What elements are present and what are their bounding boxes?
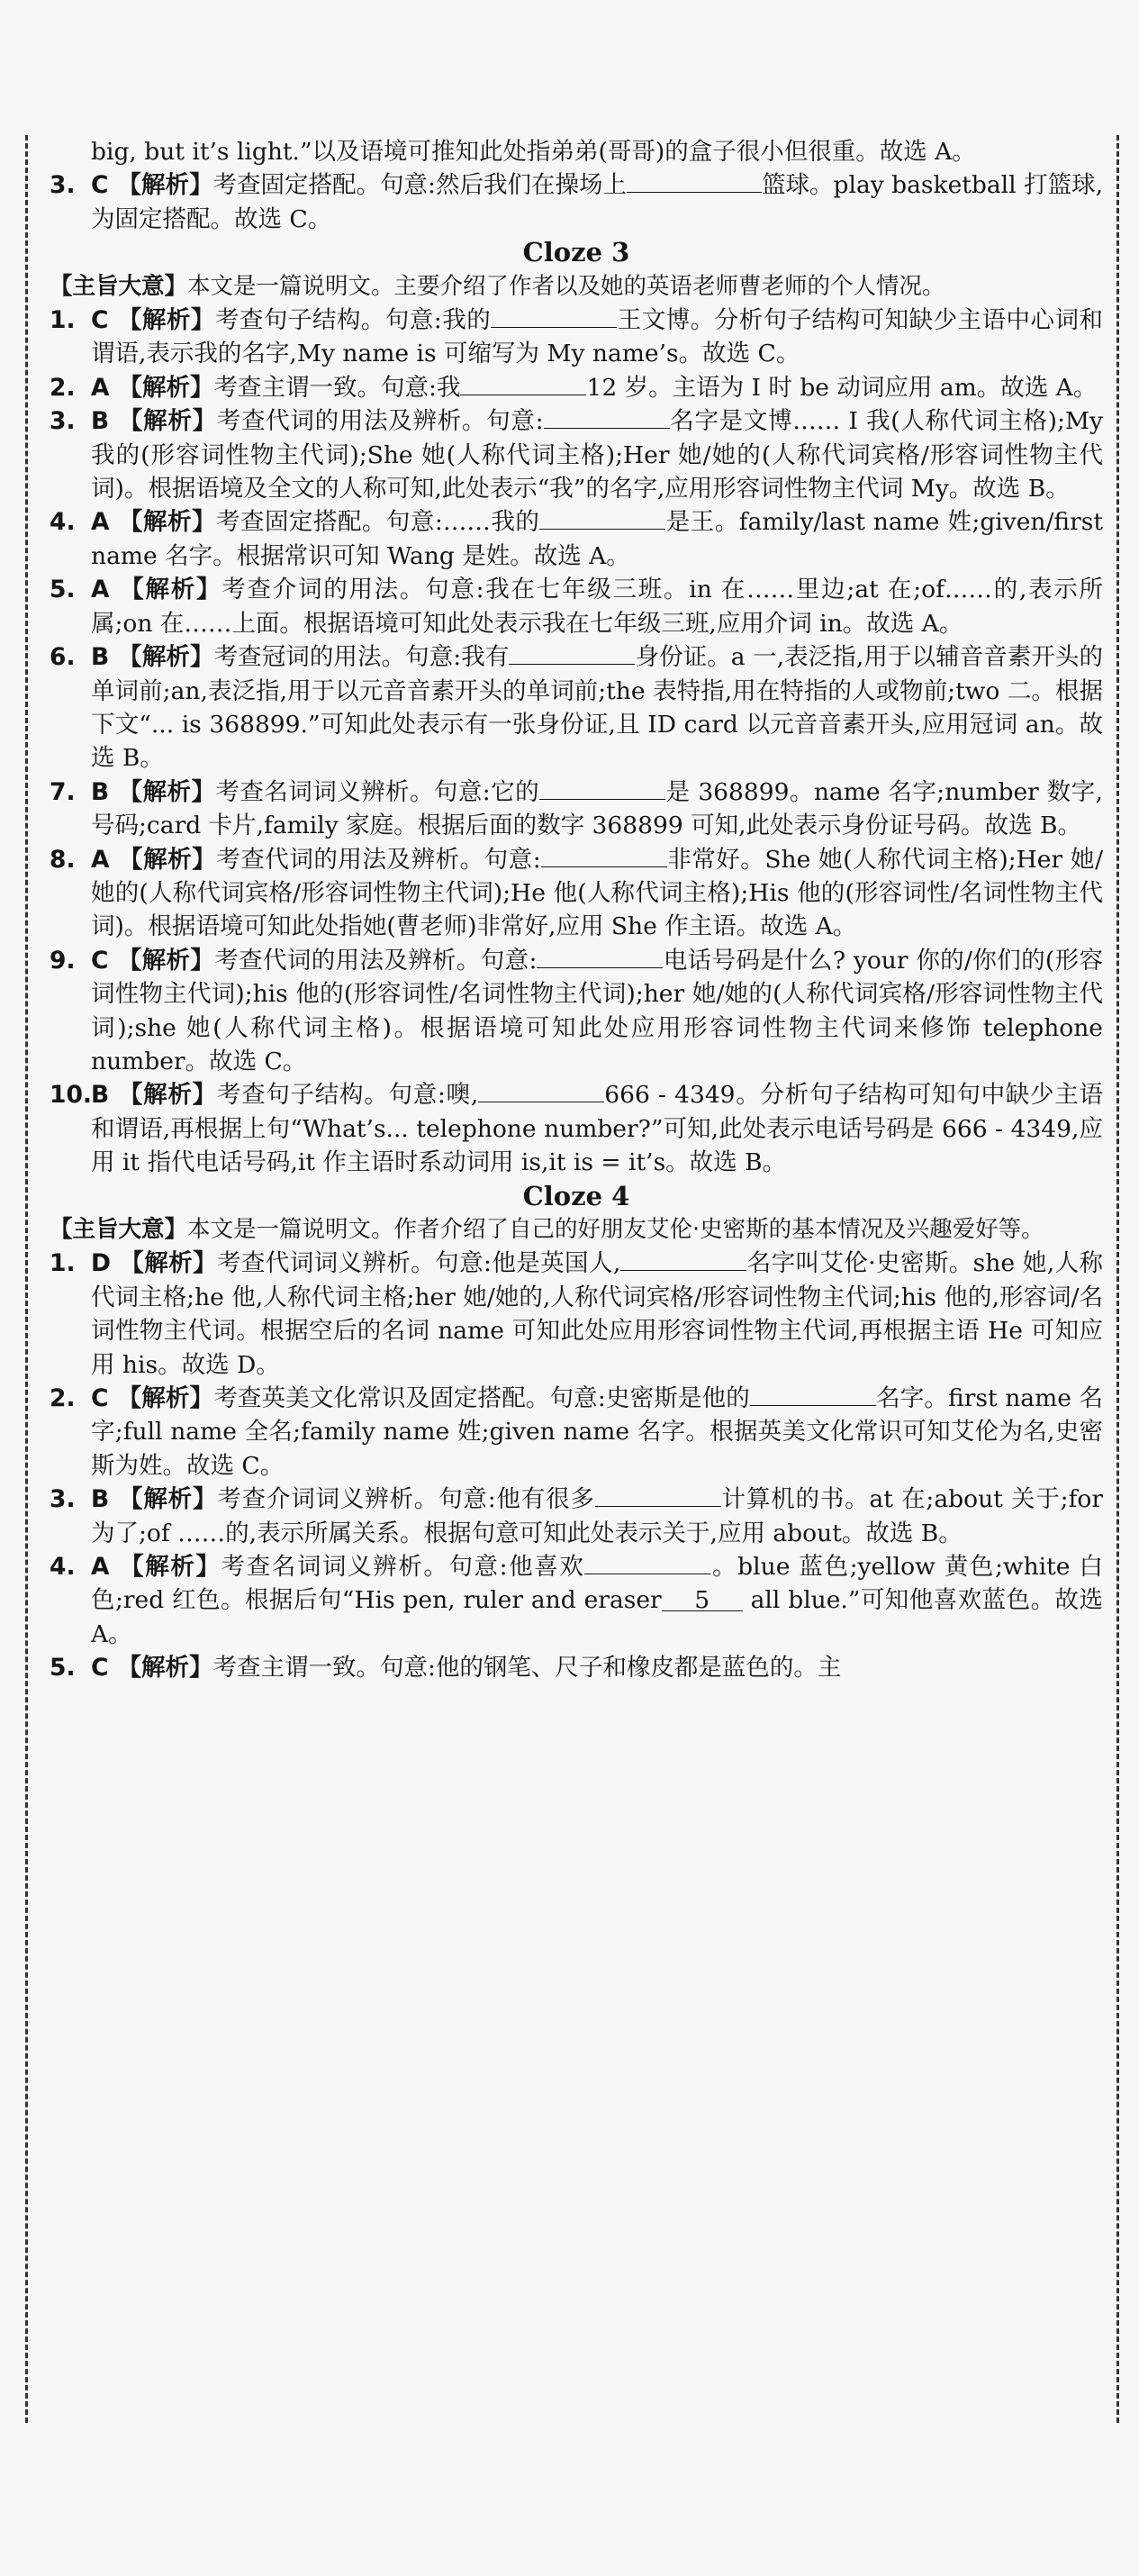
item-body <box>91 1382 1103 1483</box>
answer-item <box>50 304 1103 371</box>
item-text-post: 名字。first name 名字;full name 全名;family name 姓;given name 名字。根据英美文化常识可知艾伦为名,史密斯为姓。故选 C。 <box>91 1384 1103 1480</box>
item-text-pre: 考查代词的用法及辨析。句意: <box>216 407 544 436</box>
item-text-post: 名字是文博…… I 我(人称代词主格);My 我的(形容词性物主代词);She 她(人称代词主格);Her 她/她的(人称代词宾格/形容词性物主代词)。根据语境及全文的人称可知,此处表示“我”的名字,应用形容词性物主代词 My。故选 B。 <box>91 407 1103 503</box>
answer-blank <box>539 505 665 530</box>
item-answer: C <box>91 1654 109 1683</box>
item-answer: B <box>91 643 110 672</box>
left-dashed-border <box>25 135 28 2423</box>
item-number: 5. <box>50 1654 76 1683</box>
item-tag: 【解析】 <box>117 1384 214 1413</box>
answer-item <box>50 944 1103 1079</box>
item-number: 5. <box>50 576 76 604</box>
item-number: 4. <box>50 1553 76 1582</box>
item-answer: A <box>91 508 110 537</box>
item-number: 2. <box>50 373 76 402</box>
cloze4-items <box>50 1247 1103 1684</box>
item-text-pre: 考查句子结构。句意:噢, <box>216 1081 479 1110</box>
gist-text: 本文是一篇说明文。作者介绍了自己的好朋友艾伦·史密斯的基本情况及兴趣爱好等。 <box>187 1216 1044 1243</box>
item-body <box>91 776 1103 843</box>
item-body <box>91 1651 1103 1684</box>
item-tag: 【解析】 <box>118 1553 221 1582</box>
item-text-post2: all blue.”可知他喜欢蓝色。故选 A。 <box>91 1586 1103 1648</box>
blank-number: 5 <box>694 1586 710 1615</box>
answer-blank <box>620 1247 746 1271</box>
item-tag: 【解析】 <box>118 1485 218 1514</box>
item-body <box>91 168 1103 236</box>
answer-item <box>50 505 1103 573</box>
answer-blank <box>627 168 762 193</box>
item-text-pre: 考查介词的用法。句意:我在七年级三班。in 在……里边;at 在;of……的,表示所属;on 在……上面。根据语境可知此处表示我在七年级三班,应用介词 in。故选 A。 <box>91 576 1104 638</box>
item-number: 8. <box>50 845 76 874</box>
answer-item <box>50 573 1103 640</box>
item-number: 7. <box>50 777 76 806</box>
cloze3-gist <box>50 270 1103 304</box>
answer-item <box>50 640 1103 776</box>
answer-item <box>50 1651 1103 1684</box>
item-text-pre: 考查固定搭配。句意:然后我们在操场上 <box>212 171 628 200</box>
answer-blank <box>478 1078 604 1102</box>
item-answer: B <box>91 1485 110 1514</box>
item-answer: C <box>91 946 109 975</box>
cloze4-title: Cloze 4 <box>522 1180 630 1211</box>
item-body <box>91 1550 1103 1651</box>
item-text-post: 电话号码是什么? your 你的/你们的(形容词性物主代词);his 他的(形容词性/名词性物主代词);her 她/她的(人称代词宾格/形容词性物主代词);she 她(人称代词主格)。根据语境可知此处应用形容词性物主代词来修饰 telephone number。故选 C。 <box>91 946 1103 1075</box>
item-text-pre: 考查名词词义辨析。句意:它的 <box>215 777 540 806</box>
item-text-pre: 考查介词词义辨析。句意:他有很多 <box>217 1485 595 1514</box>
item-text-post: 篮球。play basketball 打篮球,为固定搭配。故选 C。 <box>91 171 1104 233</box>
answer-item <box>50 1550 1103 1651</box>
item-tag: 【解析】 <box>120 1249 218 1278</box>
item-text-pre: 考查固定搭配。句意:……我的 <box>215 508 540 537</box>
answer-item <box>50 404 1103 505</box>
lead-item-3 <box>50 168 1103 236</box>
item-tag: 【解析】 <box>118 373 214 402</box>
answer-blank <box>750 1382 876 1406</box>
answer-blank <box>541 843 667 867</box>
answer-blank <box>491 304 617 328</box>
item-text-post: 666 - 4349。分析句子结构可知句中缺少主语和谓语,再根据上句“What’s... telephone number?”可知,此处表示电话号码是 666 - 4349,应用 it 指代电话号码,it 作主语时系动词用 is,it is = it’s。故选 B。 <box>91 1081 1103 1177</box>
item-number: 6. <box>50 643 76 672</box>
item-body <box>91 1483 1103 1550</box>
item-body <box>91 843 1103 944</box>
item-tag: 【解析】 <box>118 845 217 874</box>
item-text-post: 。blue 蓝色;yellow 黄色;white 白色;red 红色。根据后句“His pen, ruler and eraser <box>91 1553 1104 1615</box>
answer-blank <box>509 640 635 665</box>
item-number: 2. <box>50 1384 76 1413</box>
answer-blank <box>544 404 670 429</box>
answer-item <box>50 776 1103 843</box>
answer-blank <box>539 776 665 800</box>
item-body <box>91 573 1103 640</box>
item-number: 3. <box>50 1485 76 1514</box>
item-text-pre: 考查代词词义辨析。句意:他是英国人, <box>217 1249 621 1278</box>
item-body <box>91 505 1103 573</box>
item-tag: 【解析】 <box>118 576 222 604</box>
item-tag: 【解析】 <box>118 1081 217 1110</box>
item-tag: 【解析】 <box>117 306 215 335</box>
answer-item <box>50 843 1103 944</box>
right-dashed-border <box>1116 135 1119 2423</box>
item-text-post: 是王。family/last name 姓;given/first name 名字。根据常识可知 Wang 是姓。故选 A。 <box>91 508 1103 570</box>
item-text-post: 名字叫艾伦·史密斯。she 她,人称代词主格;he 他,人称代词主格;her 她/她的,人称代词宾格/形容词性物主代词;his 他的,形容词/名词性物主代词。根据空后的名词 name 可知此处应用形容词性物主代词,再根据主语 He 可知应用 his。故选 D。 <box>91 1249 1104 1379</box>
item-tag: 【解析】 <box>118 643 214 672</box>
item-body <box>91 640 1103 776</box>
item-answer: C <box>91 171 109 200</box>
answer-item <box>50 371 1103 404</box>
item-answer: B <box>91 1081 110 1110</box>
item-text-post: 计算机的书。at 在;about 关于;for 为了;of ……的,表示所属关系。根据句意可知此处表示关于,应用 about。故选 B。 <box>91 1485 1104 1547</box>
cloze3-title: Cloze 3 <box>522 237 630 268</box>
answer-item <box>50 1078 1103 1179</box>
item-answer: A <box>91 1553 110 1582</box>
item-answer: A <box>91 373 110 402</box>
cloze4-gist <box>50 1213 1103 1247</box>
answer-blank <box>595 1483 721 1507</box>
item-text-pre: 考查代词的用法及辨析。句意: <box>216 845 541 874</box>
item-number: 1. <box>50 306 76 335</box>
item-number: 3. <box>50 171 76 200</box>
item-text-post: 12 岁。主语为 I 时 be 动词应用 am。故选 A。 <box>586 373 1098 402</box>
answer-item <box>50 1382 1103 1483</box>
gist-label: 【主旨大意】 <box>50 1216 188 1243</box>
gist-label: 【主旨大意】 <box>50 272 188 300</box>
item-text-pre: 考查句子结构。句意:我的 <box>214 306 492 335</box>
item-body <box>91 371 1103 404</box>
item-body <box>91 944 1103 1079</box>
item-text-pre: 考查代词的用法及辨析。句意: <box>214 946 538 975</box>
item-tag: 【解析】 <box>117 171 213 200</box>
item-number: 10. <box>50 1081 92 1110</box>
item-number: 9. <box>50 946 76 975</box>
item-tag: 【解析】 <box>118 777 216 806</box>
item-tag: 【解析】 <box>118 407 217 436</box>
item-text-pre: 考查冠词的用法。句意:我有 <box>213 643 510 672</box>
item-answer: D <box>91 1249 111 1278</box>
item-text-pre: 考查名词词义辨析。句意:他喜欢 <box>221 1553 585 1582</box>
answer-blank <box>460 371 586 395</box>
item-text-post: 王文博。分析句子结构可知缺少主语中心词和谓语,表示我的名字,My name is 可缩写为 My name’s。故选 C。 <box>91 306 1104 368</box>
gist-text: 本文是一篇说明文。主要介绍了作者以及她的英语老师曹老师的个人情况。 <box>187 272 945 300</box>
item-body <box>91 404 1103 505</box>
item-answer: C <box>91 306 109 335</box>
item-text-pre: 考查主谓一致。句意:他的钢笔、尺子和橡皮都是蓝色的。主 <box>212 1654 842 1683</box>
answer-blank <box>537 944 663 968</box>
answer-content <box>50 135 1103 1685</box>
item-number: 1. <box>50 1249 76 1278</box>
cloze3-items <box>50 304 1103 1180</box>
item-text-pre: 考查主谓一致。句意:我 <box>213 373 461 402</box>
answer-item <box>50 1247 1103 1382</box>
item-body <box>91 1247 1103 1382</box>
answer-blank <box>584 1550 710 1574</box>
item-tag: 【解析】 <box>117 946 215 975</box>
item-tag: 【解析】 <box>117 1654 213 1683</box>
item-answer: B <box>91 777 110 806</box>
item-body <box>91 304 1103 371</box>
answer-item <box>50 1483 1103 1550</box>
item-answer: C <box>91 1384 109 1413</box>
item-answer: A <box>91 845 110 874</box>
item-text-post: 非常好。She 她(人称代词主格);Her 她/她的(人称代词宾格/形容词性物主代词);He 他(人称代词主格);His 他的(形容词性/名词性物主代词)。根据语境可知此处指她(曹老师)非常好,应用 She 作主语。故选 A。 <box>91 845 1104 941</box>
item-answer: A <box>91 576 110 604</box>
continuation-text: big, but it’s light.”以及语境可推知此处指弟弟(哥哥)的盒子很小但很重。故选 A。 <box>91 138 976 166</box>
item-body <box>91 1078 1103 1179</box>
item-tag: 【解析】 <box>118 508 216 537</box>
item-text-pre: 考查英美文化常识及固定搭配。句意:史密斯是他的 <box>213 1384 750 1413</box>
item-text-post: 身份证。a 一,表泛指,用于以辅音音素开头的单词前;an,表泛指,用于以元音音素开头的单词前;the 表特指,用在特指的人或物前;two 二。根据下文“... is 368899.”可知此处表示有一张身份证,且 ID card 以元音音素开头,应用冠词 an。故选 B。 <box>91 643 1103 773</box>
item-number: 3. <box>50 407 76 436</box>
item-answer: B <box>91 407 110 436</box>
numbered-blank <box>662 1583 743 1615</box>
item-text-post: 是 368899。name 名字;number 数字,号码;card 卡片,family 家庭。根据后面的数字 368899 可知,此处表示身份证号码。故选 B。 <box>91 777 1103 840</box>
item-number: 4. <box>50 508 76 537</box>
